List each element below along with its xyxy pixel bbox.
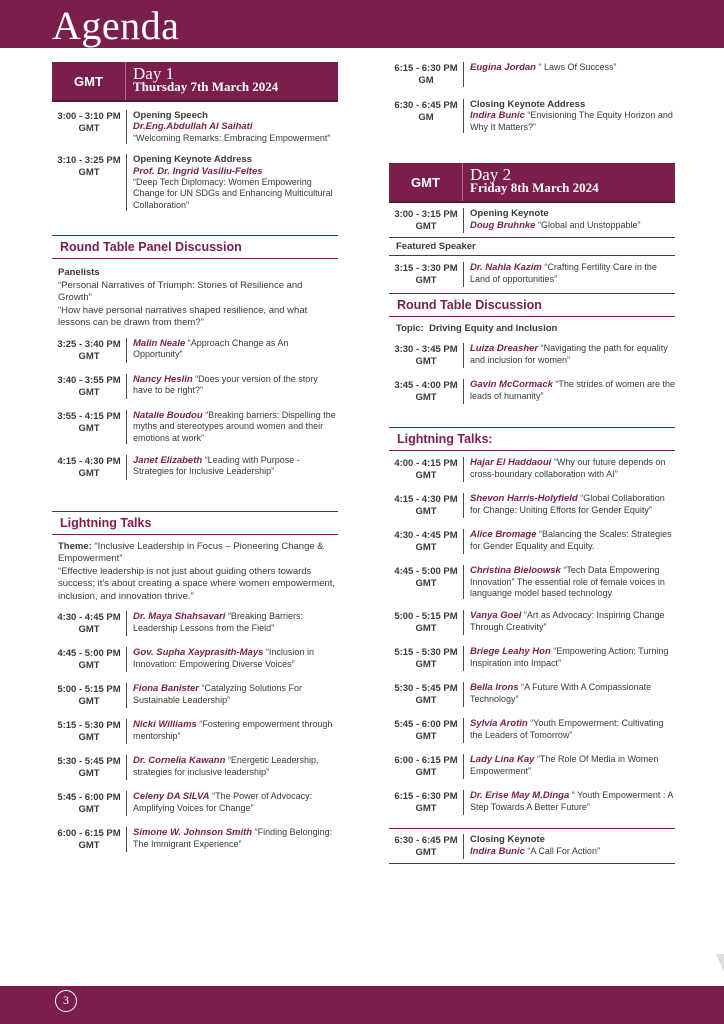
session-row — [389, 379, 675, 404]
session-heading: Opening Keynote — [470, 208, 549, 220]
session-heading: Closing Keynote Address — [470, 99, 586, 110]
session-title: “A Call For Action” — [527, 845, 600, 856]
session-title: “Tech Data Empowering Innovation” The essential role of female voices in languange model based technology — [470, 565, 665, 599]
section-heading: Lightning Talks: — [389, 427, 675, 451]
session-row — [52, 338, 338, 363]
session-time: 6:15 - 6:30 PM GM — [394, 63, 458, 86]
session-title: “ Laws Of Success” — [538, 62, 617, 72]
session-row — [389, 529, 675, 554]
day1-column — [52, 62, 338, 863]
speaker-name: Hajar El Haddaoui — [470, 457, 552, 469]
session-row — [389, 62, 675, 87]
session-title: “Global and Unstoppable” — [537, 219, 641, 230]
session-title: “Empowering Action: Turning Inspiration into Impact” — [470, 646, 669, 668]
session-time: 3:15 - 3:30 PM GMT — [394, 263, 458, 287]
session-title: “Crafting Fertility Care in the Land of opportunities” — [470, 262, 657, 284]
session-title: “The strides of women are the leads of humanity” — [470, 379, 675, 401]
session-row — [389, 682, 675, 707]
session-time: 3:45 - 4:00 PM GMT — [394, 380, 458, 404]
day2-column — [389, 62, 675, 864]
session-time: 6:00 - 6:15 PM GMT — [394, 755, 458, 779]
speaker-name: Dr. Cornelia Kawann — [133, 755, 226, 767]
session-row — [389, 718, 675, 743]
session-row — [389, 790, 675, 815]
day2-header — [389, 163, 675, 203]
session-title: “Envisioning The Equity Horizon and Why It Matters?” — [470, 110, 673, 132]
session-time: 3:30 - 3:45 PM GMT — [394, 344, 458, 368]
session-time: 4:45 - 5:00 PM GMT — [394, 566, 458, 590]
session-row — [389, 754, 675, 779]
session-row — [389, 262, 675, 287]
speaker-name: Luiza Dreasher — [470, 343, 539, 355]
session-time: 6:15 - 6:30 PM GMT — [394, 791, 458, 815]
session-row — [52, 374, 338, 399]
session-time: 5:15 - 5:30 PM GMT — [394, 647, 458, 671]
session-row — [389, 343, 675, 368]
speaker-name: Dr. Nahla Kazim — [470, 262, 542, 274]
session-time: 4:00 - 4:15 PM GMT — [394, 458, 458, 482]
session-row — [389, 610, 675, 635]
speaker-name: Indira Bunic — [470, 845, 525, 857]
day-label: Day 2 — [470, 165, 512, 185]
session-title: “Does your version of the story have to be right?” — [133, 373, 318, 396]
gmt-label: GMT — [52, 62, 126, 100]
page-title: Agenda — [52, 3, 180, 48]
session-row — [52, 647, 338, 672]
session-heading: Opening Speech — [133, 110, 208, 121]
session-row — [52, 683, 338, 708]
section-heading: Round Table Panel Discussion — [52, 235, 338, 259]
session-time: 3:25 - 3:40 PM GMT — [57, 338, 121, 362]
session-title: “Deep Tech Diplomacy: Women Empowering Change for UN SDGs and Enhancing Multicultural Collaboration” — [133, 177, 333, 210]
session-title: “Fostering empowerment through mentorship” — [133, 719, 333, 741]
session-title: “Navigating the path for equality and inclusion for women” — [470, 343, 668, 365]
speaker-name: Fiona Banister — [133, 683, 199, 695]
session-title: “Energetic Leadership, strategies for inclusive leadership” — [133, 755, 319, 777]
session-row — [389, 565, 675, 599]
session-time: 4:30 - 4:45 PM GMT — [394, 530, 458, 554]
session-title: “The Role Of Media in Women Empowerment” — [470, 754, 659, 776]
theme-quote: “Effective leadership is not just about guiding others towards success; it’s about creating a space where women empowerment, inclusion, and innovation thrive.” — [58, 565, 336, 602]
speaker-name: Christina Bieloowsk — [470, 565, 561, 577]
session-row — [52, 827, 338, 852]
speaker-name: Vanya Goel — [470, 610, 522, 622]
session-row — [52, 410, 338, 444]
session-row — [389, 493, 675, 518]
section-heading: Lightning Talks — [52, 511, 338, 535]
speaker-name: Doug Bruhnke — [470, 219, 536, 231]
session-time: 3:00 - 3:15 PM GMT — [394, 209, 458, 233]
day-label: Day 1 — [133, 64, 175, 83]
session-time: 6:30 - 6:45 PM GM — [394, 100, 458, 123]
session-row — [389, 99, 675, 133]
day-date: Thursday 7th March 2024 — [133, 79, 279, 94]
theme-label: Theme: — [58, 540, 92, 552]
session-heading: Closing Keynote — [470, 834, 545, 846]
speaker-name: Dr. Maya Shahsavari — [133, 611, 226, 623]
session-title: “A Future With A Compassionate Technology” — [470, 682, 652, 704]
speaker-name: Alice Bromage — [470, 529, 537, 541]
session-time: 4:15 - 4:30 PM GMT — [57, 455, 121, 479]
speaker-name: Dr.Eng.Abdullah Al Saihati — [133, 121, 253, 133]
session-time: 6:00 - 6:15 PM GMT — [57, 828, 121, 852]
session-row — [389, 834, 675, 859]
speaker-name: Malin Neale — [133, 337, 186, 349]
speaker-name: Indira Bunic — [470, 110, 525, 122]
section-heading: Round Table Discussion — [389, 293, 675, 317]
session-row — [389, 208, 675, 233]
footer-bar — [0, 986, 724, 1024]
session-title: “Finding Belonging: The Immigrant Experience” — [133, 827, 333, 849]
session-row — [52, 455, 338, 480]
session-title: “The Power of Advocacy: Amplifying Voices for Change” — [133, 791, 313, 813]
speaker-name: Prof. Dr. Ingrid Vasiliu-Feltes — [133, 165, 263, 177]
session-title: “Breaking Barriers: Leadership Lessons from the Field” — [133, 611, 303, 633]
speaker-name: Sylvia Arotin — [470, 718, 528, 730]
speaker-name: Nancy Heslin — [133, 373, 193, 385]
session-row — [52, 154, 338, 211]
session-title: “Balancing the Scales: Strategies for Gender Equality and Equity. — [470, 529, 672, 551]
speaker-name: Celeny DA SILVA — [133, 791, 210, 803]
session-title: “Youth Empowerment: Cultivating the Leaders of Tomorrow” — [470, 718, 664, 740]
session-title: “Leading with Purpose - Strategies for Inclusive Leadership” — [133, 454, 300, 477]
session-title: “Approach Change as An Opportunity” — [133, 337, 289, 360]
panel-quote: “Personal Narratives of Triumph: Stories of Resilience and Growth” — [58, 279, 303, 304]
session-time: 5:00 - 5:15 PM GMT — [57, 684, 121, 708]
day1-header — [52, 62, 338, 102]
session-title: “Catalyzing Solutions For Sustainable Leadership” — [133, 683, 303, 705]
session-row — [52, 755, 338, 780]
session-time: 3:10 - 3:25 PM GMT — [57, 155, 121, 179]
speaker-name: Bella Irons — [470, 682, 519, 694]
session-row — [389, 646, 675, 671]
speaker-name: Eugina Jordan — [470, 62, 536, 73]
session-time: 5:30 - 5:45 PM GMT — [57, 756, 121, 780]
session-row — [52, 791, 338, 816]
session-time: 5:30 - 5:45 PM GMT — [394, 683, 458, 707]
session-time: 3:00 - 3:10 PM GMT — [57, 111, 121, 134]
session-row — [389, 457, 675, 482]
panelists-label: Panelists — [58, 267, 100, 279]
session-time: 3:40 - 3:55 PM GMT — [57, 374, 121, 398]
session-title: “Global Collaboration for Change: Uniting Efforts for Gender Equity” — [470, 493, 665, 515]
speaker-name: Nicki Williams — [133, 719, 197, 731]
speaker-name: Gavin McCormack — [470, 379, 553, 391]
featured-label: Featured Speaker — [396, 241, 476, 253]
session-title: “Why our future depends on cross-boundary collaboration with AI” — [470, 457, 666, 479]
panel-quote: “How have personal narratives shaped resilience, and what lessons can be drawn from them?” — [58, 304, 308, 329]
day-date: Friday 8th March 2024 — [470, 180, 599, 196]
theme-text: “Inclusive Leadership in Focus – Pioneering Change & Empowerment” — [58, 540, 324, 565]
session-time: 4:45 - 5:00 PM GMT — [57, 648, 121, 672]
session-row — [52, 110, 338, 144]
session-time: 5:15 - 5:30 PM GMT — [57, 720, 121, 744]
session-time: 5:00 - 5:15 PM GMT — [394, 611, 458, 635]
session-time: 4:30 - 4:45 PM GMT — [57, 612, 121, 636]
speaker-name: Shevon Harris-Holyfield — [470, 493, 578, 505]
session-time: 5:45 - 6:00 PM GMT — [57, 792, 121, 816]
speaker-name: Dr. Erise May M.Dinga — [470, 790, 570, 802]
session-time: 4:15 - 4:30 PM GMT — [394, 494, 458, 518]
gmt-label: GMT — [389, 163, 463, 201]
topic-label: Topic: — [396, 323, 424, 335]
page-number: 3 — [55, 990, 77, 1012]
speaker-name: Natalie Boudou — [133, 409, 203, 421]
session-time: 3:55 - 4:15 PM GMT — [57, 410, 121, 434]
session-title: “ Youth Empowerment : A Step Towards A Better Future” — [470, 790, 673, 812]
session-title: “Art as Advocacy: Inspiring Change Through Creativity” — [470, 610, 665, 632]
session-row — [52, 611, 338, 636]
session-title: “Welcoming Remarks: Embracing Empowerment” — [133, 132, 331, 143]
speaker-name: Briege Leahy Hon — [470, 646, 551, 658]
session-title: “Breaking barriers: Dispelling the myths and stereotypes around women and their emotions at work” — [133, 409, 336, 443]
page-curl — [716, 954, 724, 972]
session-row — [52, 719, 338, 744]
speaker-name: Lady Lina Kay — [470, 754, 535, 766]
session-heading: Opening Keynote Address — [133, 154, 252, 166]
speaker-name: Janet Elizabeth — [133, 454, 203, 466]
speaker-name: Simone W. Johnson Smith — [133, 827, 253, 839]
session-time: 6:30 - 6:45 PM GMT — [394, 835, 458, 859]
topic-text: Driving Equity and Inclusion — [429, 323, 558, 335]
session-time: 5:45 - 6:00 PM GMT — [394, 719, 458, 743]
session-title: “Inclusion in Innovation: Empowering Diverse Voices” — [133, 647, 314, 669]
speaker-name: Gov. Supha Xayprasith-Mays — [133, 647, 264, 659]
